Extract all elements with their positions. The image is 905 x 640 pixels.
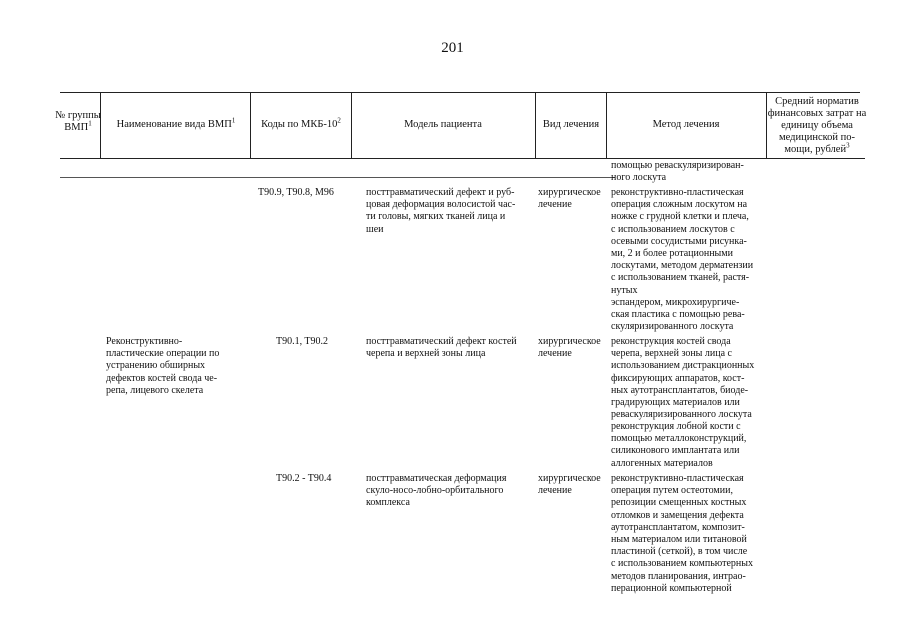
table-row-2-method-2: реконструкция лобной кости с помощью металлоконструкций, силиконового имплантата или аллогенных материалов [611, 421, 747, 469]
page-number: 201 [441, 40, 464, 56]
header-patient-model: Модель пациента [404, 119, 482, 130]
table-row-2-codes: T90.1, T90.2 [276, 336, 329, 347]
method-continuation: помощью реваскуляризирован- ного лоскута [611, 160, 744, 184]
table-row-1-model: посттравматический дефект и руб- цовая деформация волосистой час- ти головы, мягких тканей лица и шеи [366, 187, 516, 235]
table-row-1-treatment: хирургическое лечение [538, 187, 601, 211]
table-row-1-codes: T90.9, T90.8, M96 [258, 187, 334, 198]
table-row-2-name: Реконструктивно- пластические операции по устранению обширных дефектов костей свода че- репа, лицевого скелета [106, 336, 220, 396]
header-group-number: № группы ВМП$^1$ [55, 110, 101, 133]
table-row-3-treatment: хирургическое лечение [538, 473, 601, 497]
header-treatment-type: Вид лечения [542, 119, 600, 130]
table-header-top-rule [60, 92, 860, 93]
continuation-rule [60, 177, 615, 178]
table-row-3-codes: T90.2 - T90.4 [276, 473, 332, 484]
table-row-3-model: посттравматическая деформация скуло-носо-лобно-орбитального комплекса [366, 473, 507, 509]
table-header-bottom-rule [60, 158, 865, 159]
header-treatment-method: Метод лечения [652, 119, 720, 130]
table-row-2-treatment: хирургическое лечение [538, 336, 601, 360]
header-icd-codes: Коды по МКБ-$10^2$ [261, 116, 341, 130]
header-cost-norm: Средний норматив финансовых затрат на единицу объема медицинской по-мощи, рублей$^3$ [767, 96, 867, 155]
table-row-1-method: реконструктивно-пластическая операция сложным лоскутом на ножке с грудной клетки и плеча, с использованием лоскутов с осевыми сосудистыми рисунка- ми, 2 и более ротационными лоскутами, методом дерматензии с использованием тканей, растя- нутых эспандером, микрохирургиче- ская пластика с помощью рева- скуляризированного лоскута [611, 187, 754, 333]
header-divider-2 [250, 92, 251, 158]
table-row-2-method-1: реконструкция костей свода черепа, верхней зоны лица с использованием дистракционных фиксирующих аппаратов, кост- ных аутотрансплантатов, биоде- градирующих материалов или реваскуляризированного лоскута [611, 336, 755, 421]
header-vmp-name: Наименование вида ВМП$^1$ [116, 116, 236, 130]
table-row-2-model: посттравматический дефект костей черепа и верхней зоны лица [366, 336, 517, 360]
table-row-3-method: реконструктивно-пластическая операция путем остеотомии, репозиции смещенных костных отломков и замещения дефекта аутотрансплантатом, композит- ным материалом или титановой пластиной (сеткой), в том числе с использованием компьютерных методов планирования, интрао- перационной компьютерной [611, 473, 754, 594]
